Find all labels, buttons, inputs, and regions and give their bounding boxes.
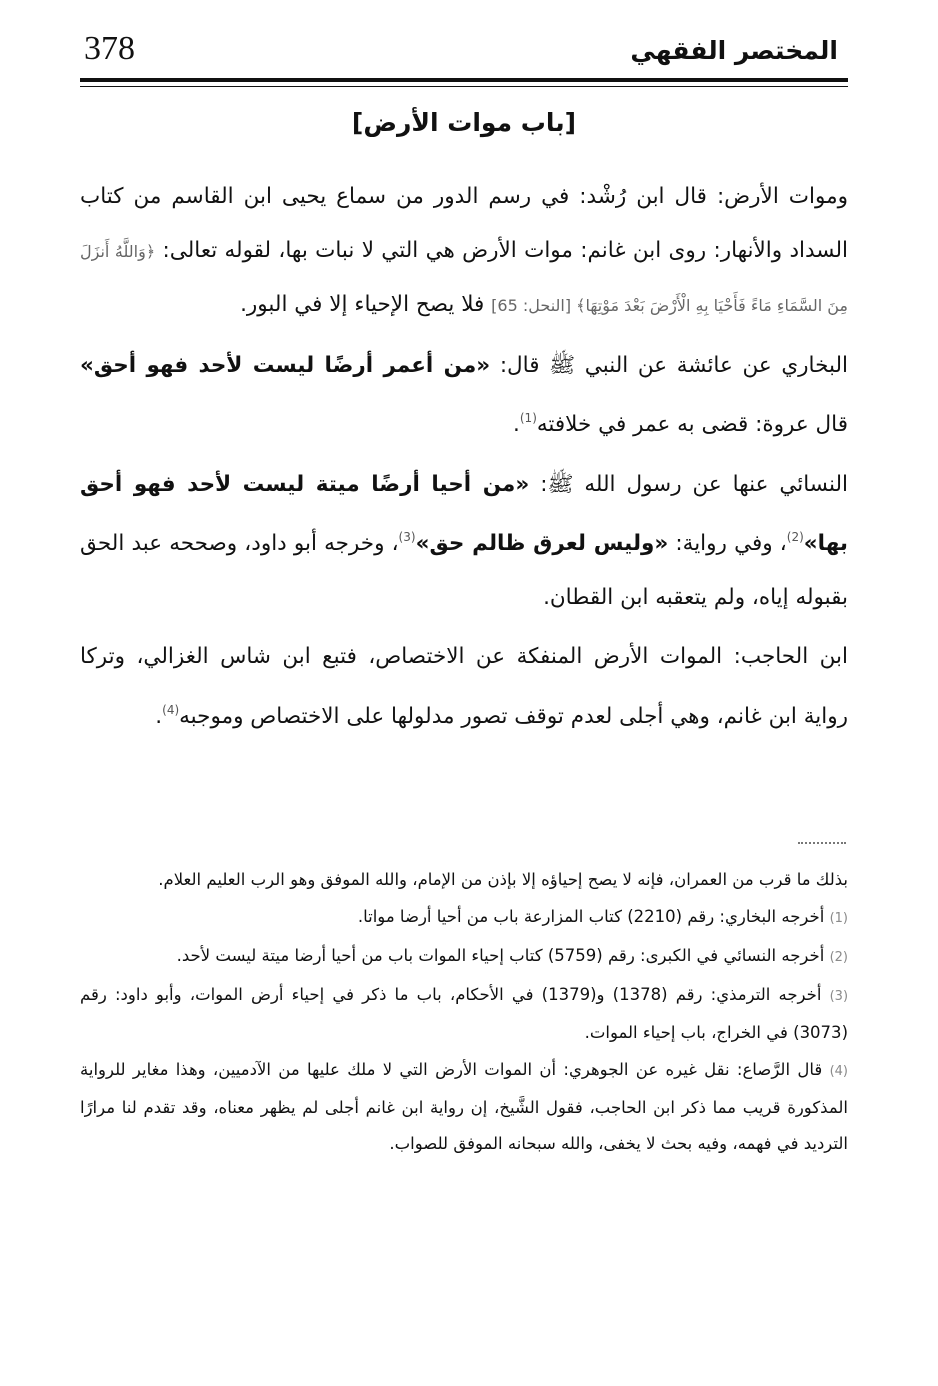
footnote-text: قال الرَّصاع: نقل غيره عن الجوهري: أن الموات الأرض التي لا ملك عليها من الآدميين، وهذا مغاير للرواية المذكورة قريب مما ذكر ابن الحاجب، فقول الشَّيخ، إن رواية ابن غانم أجلى لم يظهر معناه، وقد تقدم لنا مرارًا الترديد في فهمه، وفيه بحث لا يخفى، والله سبحانه الموفق للصواب. [80, 1060, 848, 1153]
hadith-text: «من أحيا أرضًا ميتة ليست لأحد فهو أحق بها» [80, 471, 848, 556]
running-header [80, 22, 848, 82]
footnote-item [80, 899, 848, 937]
paragraph-text: النسائي عنها عن رسول الله ﷺ: [529, 471, 848, 497]
footnotes [80, 862, 848, 1163]
punctuation: . [513, 412, 520, 437]
paragraph-text: البخاري عن عائشة عن النبي ﷺ قال: [490, 352, 848, 378]
chapter-heading: [باب موات الأرض] [351, 108, 577, 137]
hadith-text: «من أعمر أرضًا ليست لأحد فهو أحق» [80, 352, 491, 378]
paragraph-text: فلا يصح الإحياء إلا في البور. [240, 292, 492, 317]
book-title: المختصر الفقهي [630, 36, 838, 65]
main-text [80, 170, 848, 749]
footnote-separator [798, 842, 846, 844]
footnote-ref[interactable]: (2) [786, 530, 804, 544]
header-rule [80, 78, 848, 82]
footnote-text: أخرجه الترمذي: رقم (1378) و(1379) في الأحكام، باب ما ذكر في إحياء أرض الموات، وأبو داود: رقم (3073) في الخراج، باب إحياء الموات. [80, 985, 848, 1042]
footnote-item [80, 1052, 848, 1162]
footnote-ref[interactable]: (3) [398, 530, 416, 544]
footnote-item [80, 977, 848, 1051]
footnote-number: (4) [829, 1064, 848, 1079]
footnote-text: أخرجه البخاري: رقم (2210) كتاب المزارعة باب من أحيا أرضا مواتا. [357, 907, 825, 926]
paragraph-text: وموات الأرض: قال ابن رُشْد: في رسم الدور من سماع يحيى ابن القاسم من كتاب السداد والأنهار: روى ابن غانم: موات الأرض هي التي لا نبات بها، لقوله تعالى: [80, 184, 849, 263]
page-number: 378 [84, 30, 135, 67]
quran-verse: ﴿وَاللَّهُ أَنزَلَ مِنَ السَّمَاءِ مَاءً فَأَحْيَا بِهِ الْأَرْضَ بَعْدَ مَوْتِهَا﴾ [النحل: 65] [80, 241, 848, 315]
punctuation: . [155, 703, 163, 729]
header-rule-thin [80, 86, 848, 87]
paragraph-nasai [80, 458, 848, 625]
paragraph-text: ، وفي رواية: [668, 531, 787, 556]
hadith-text: «وليس لعرق ظالم حق» [415, 531, 669, 556]
paragraph-text: ، وخرجه أبو داود، وصححه عبد الحق بقبوله إياه، ولم يتعقبه ابن القطان. [80, 531, 848, 610]
footnote-carryover: بذلك ما قرب من العمران، فإنه لا يصح إحياؤه إلا بإذن من الإمام، والله الموفق وهو الرب العليم العلام. [158, 870, 848, 889]
footnote-number: (2) [829, 950, 848, 965]
footnote-item [80, 938, 848, 976]
footnote-ref[interactable]: (4) [162, 702, 180, 717]
paragraph-mawat-definition [80, 170, 848, 333]
footnote-text: أخرجه النسائي في الكبرى: رقم (5759) كتاب إحياء الموات باب من أحيا أرضا ميتة ليست لأحد. [176, 946, 825, 965]
paragraph-bukhari [80, 339, 848, 452]
footnote-number: (1) [829, 911, 848, 926]
paragraph-ibn-hajib [80, 630, 848, 743]
footnote-number: (3) [829, 989, 849, 1004]
paragraph-text: قال عروة: قضى به عمر في خلافته [536, 412, 848, 437]
footnote-ref[interactable]: (1) [519, 411, 537, 425]
paragraph-text: ابن الحاجب: الموات الأرض المنفكة عن الاختصاص، فتبع ابن شاس الغزالي، وتركا رواية ابن غانم، وهي أجلى لعدم توقف تصور مدلولها على الاختصاص وموجبه [80, 644, 848, 729]
